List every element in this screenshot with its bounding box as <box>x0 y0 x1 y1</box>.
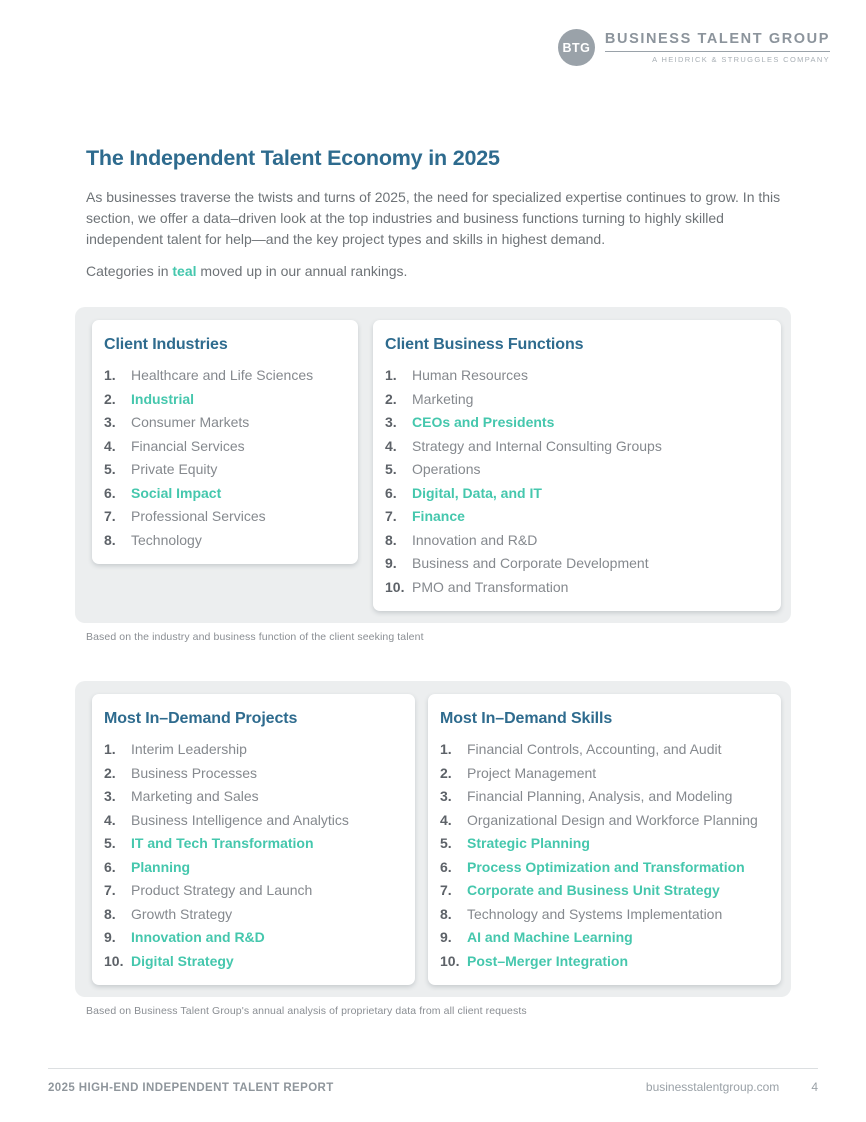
item-label: Corporate and Business Unit Strategy <box>467 882 720 898</box>
rank-number: 7. <box>104 882 116 898</box>
list-item <box>385 368 771 383</box>
in-demand-skills-card <box>428 694 781 985</box>
rank-number: 9. <box>104 929 116 945</box>
rank-number: 2. <box>104 390 116 407</box>
rank-number: 5. <box>104 461 116 477</box>
client-industries-card <box>92 320 358 564</box>
footer-right-group <box>646 1080 818 1094</box>
list-item <box>104 836 405 851</box>
item-label: Strategic Planning <box>467 835 590 851</box>
list-item <box>104 789 405 804</box>
rank-number: 7. <box>104 508 116 524</box>
rankings-note <box>86 261 802 282</box>
page-footer <box>48 1068 818 1094</box>
item-label: Business Processes <box>131 764 258 781</box>
rank-number: 1. <box>440 741 452 757</box>
list-item <box>104 860 405 875</box>
rank-number: 3. <box>104 788 116 804</box>
main-content <box>86 146 802 1017</box>
rank-number: 7. <box>440 882 452 898</box>
item-label: Post–Merger Integration <box>467 952 629 969</box>
list-item <box>104 368 348 383</box>
rank-number: 4. <box>385 437 397 454</box>
list-item <box>104 766 405 781</box>
rank-number: 6. <box>104 484 116 501</box>
list-item <box>440 789 771 804</box>
rank-number: 2. <box>104 764 116 781</box>
list-item <box>385 533 771 548</box>
list-item <box>440 766 771 781</box>
logo-wordmark: BUSINESS TALENT GROUP <box>605 31 830 52</box>
rank-number: 1. <box>104 367 116 383</box>
item-label: Interim Leadership <box>131 741 247 757</box>
panel-caption-demand: Based on Business Talent Group's annual analysis of proprietary data from all client requests <box>86 1005 527 1017</box>
item-label: Finance <box>412 508 465 524</box>
item-label: Business Intelligence and Analytics <box>131 811 349 828</box>
rank-number: 8. <box>104 905 116 922</box>
list-item <box>104 439 348 454</box>
list-item <box>440 836 771 851</box>
in-demand-skills-list <box>440 742 771 968</box>
item-label: Innovation and R&D <box>131 929 265 945</box>
list-item <box>104 742 405 757</box>
list-item <box>385 580 771 595</box>
intro-paragraph: As businesses traverse the twists and turns of 2025, the need for specialized expertise continues to grow. In this section, we offer a data–driven look at the top industries and business functions turning to highly skilled independent talent for help—and the key project types and skills in highest demand. <box>86 189 781 247</box>
note-prefix: Categories in <box>86 263 173 279</box>
item-label: Operations <box>412 461 481 477</box>
in-demand-projects-card <box>92 694 415 985</box>
item-label: Financial Controls, Accounting, and Audit <box>467 741 722 757</box>
item-label: Process Optimization and Transformation <box>467 858 745 875</box>
item-label: Product Strategy and Launch <box>131 882 313 898</box>
card-title-client-industries: Client Industries <box>104 336 228 353</box>
item-label: Industrial <box>131 390 195 407</box>
rank-number: 10. <box>104 952 124 969</box>
rank-number: 2. <box>385 390 397 407</box>
list-item <box>104 907 405 922</box>
item-label: Technology <box>131 531 202 548</box>
rank-number: 8. <box>385 531 397 548</box>
in-demand-projects-list <box>104 742 405 968</box>
client-industries-list <box>104 368 348 547</box>
list-item <box>104 954 405 969</box>
demand-rankings-panel <box>75 681 791 997</box>
rank-number: 4. <box>104 811 116 828</box>
list-item <box>385 509 771 524</box>
item-label: Marketing <box>412 390 474 407</box>
item-label: CEOs and Presidents <box>412 414 555 430</box>
list-item <box>385 415 771 430</box>
item-label: Innovation and R&D <box>412 531 538 548</box>
item-label: Strategy and Internal Consulting Groups <box>412 437 662 454</box>
rank-number: 10. <box>385 578 405 595</box>
list-item <box>440 860 771 875</box>
rank-number: 5. <box>385 461 397 477</box>
rank-number: 7. <box>385 508 397 524</box>
rank-number: 3. <box>104 414 116 430</box>
rank-number: 9. <box>385 555 397 571</box>
rank-number: 1. <box>104 741 116 757</box>
page-number: 4 <box>811 1080 818 1094</box>
rank-number: 3. <box>385 414 397 430</box>
list-item <box>385 556 771 571</box>
rank-number: 1. <box>385 367 397 383</box>
item-label: Digital, Data, and IT <box>412 484 542 501</box>
item-label: Financial Planning, Analysis, and Modeling <box>467 788 733 804</box>
website-link[interactable]: businesstalentgroup.com <box>645 1080 780 1094</box>
item-label: Growth Strategy <box>131 905 233 922</box>
list-item <box>104 533 348 548</box>
item-label: Human Resources <box>412 367 528 383</box>
list-item <box>440 907 771 922</box>
item-label: Digital Strategy <box>131 952 234 969</box>
item-label: Social Impact <box>131 484 222 501</box>
list-item <box>104 813 405 828</box>
item-label: Business and Corporate Development <box>412 555 649 571</box>
card-title-in-demand-skills: Most In–Demand Skills <box>440 710 613 727</box>
page-header <box>558 29 830 66</box>
list-item <box>440 742 771 757</box>
rank-number: 8. <box>440 905 452 922</box>
list-item <box>440 813 771 828</box>
card-title-client-business-functions: Client Business Functions <box>385 336 584 353</box>
list-item <box>104 462 348 477</box>
btg-logo-icon: BTG <box>558 29 595 66</box>
list-item <box>104 930 405 945</box>
rank-number: 2. <box>440 764 452 781</box>
rank-number: 6. <box>440 858 452 875</box>
list-item <box>104 486 348 501</box>
list-item <box>104 392 348 407</box>
item-label: Organizational Design and Workforce Planning <box>467 811 758 828</box>
list-item <box>385 392 771 407</box>
btg-logo-text <box>605 31 830 64</box>
list-item <box>385 439 771 454</box>
client-rankings-panel <box>75 307 791 623</box>
rank-number: 8. <box>104 531 116 548</box>
list-item <box>104 883 405 898</box>
page-title: The Independent Talent Economy in 2025 <box>86 146 500 170</box>
panel-caption-client: Based on the industry and business function of the client seeking talent <box>86 631 424 643</box>
rank-number: 5. <box>440 835 452 851</box>
rank-number: 3. <box>440 788 452 804</box>
report-title-footer: 2025 HIGH-END INDEPENDENT TALENT REPORT <box>48 1082 334 1094</box>
rank-number: 6. <box>385 484 397 501</box>
item-label: AI and Machine Learning <box>467 929 633 945</box>
item-label: Planning <box>131 858 191 875</box>
item-label: Technology and Systems Implementation <box>467 905 723 922</box>
item-label: IT and Tech Transformation <box>131 835 314 851</box>
item-label: PMO and Transformation <box>412 578 569 595</box>
card-title-in-demand-projects: Most In–Demand Projects <box>104 710 298 727</box>
rank-number: 6. <box>104 858 116 875</box>
client-business-functions-card <box>373 320 781 611</box>
rank-number: 4. <box>440 811 452 828</box>
list-item <box>440 883 771 898</box>
item-label: Project Management <box>467 764 597 781</box>
list-item <box>104 415 348 430</box>
item-label: Healthcare and Life Sciences <box>131 367 314 383</box>
item-label: Financial Services <box>131 437 245 454</box>
item-label: Marketing and Sales <box>131 788 259 804</box>
logo-tagline: A HEIDRICK & STRUGGLES COMPANY <box>652 55 830 64</box>
rank-number: 5. <box>104 835 116 851</box>
list-item <box>385 486 771 501</box>
rank-number: 10. <box>440 952 460 969</box>
rank-number: 4. <box>104 437 116 454</box>
list-item <box>440 954 771 969</box>
item-label: Consumer Markets <box>131 414 250 430</box>
item-label: Professional Services <box>131 508 266 524</box>
note-suffix: moved up in our annual rankings. <box>196 263 408 279</box>
list-item <box>440 930 771 945</box>
list-item <box>385 462 771 477</box>
list-item <box>104 509 348 524</box>
item-label: Private Equity <box>131 461 218 477</box>
teal-highlight: teal <box>172 263 197 279</box>
rank-number: 9. <box>440 929 452 945</box>
client-business-functions-list <box>385 368 771 594</box>
